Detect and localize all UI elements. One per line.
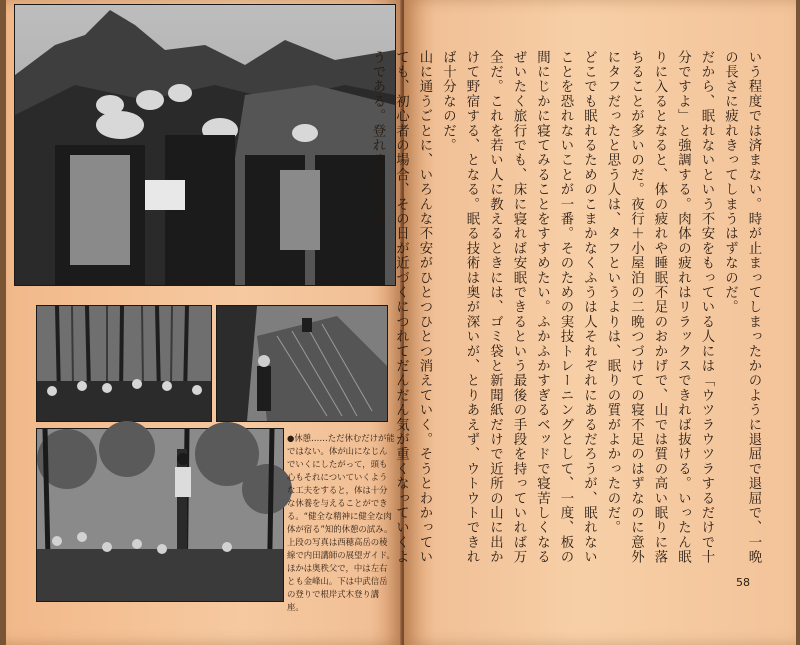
photo-forest-group — [36, 305, 212, 422]
photo-caption: ●休憩……ただ休むだけが能ではない。体が山になじんでいくにしたがって，頭も心もそれについていくような工夫をすると，体は十分な休養を与えることができる。“健全な精神に健全な肉体が宿る”知的休憩の試み。上段の写真は西穂高岳の稜線で内田講師の展望ガイド。ほかは奥秩父で，中は左右とも金峰山。下は中武信岳の登りで根岸式木登り講座。 — [287, 433, 395, 612]
paragraph: いう程度では済まない。時が止まってしまったかのように退屈で退屈で、一晩の長さに疲れきってしまうはずなのだ。 — [722, 50, 761, 565]
paragraph: だから、眠れないという不安をもっている人には「ウツラウツラするだけで十分ですよ」と強調する。肉体の疲れはリラックスできれば抜ける。いったん眠りに入るとなると、体の疲れや睡眠不足のおかげで、山では質の高い眠りに落ちることが多いのだ。夜行＋小屋泊の二晩つづけての寝不足のはずなのに意外にタフだったと思う人は、タフというよりは、眠りの質がよかったのだ。 — [605, 50, 714, 565]
photo-slope-climber — [216, 305, 388, 422]
page-number: 58 — [736, 576, 750, 589]
body-text — [370, 50, 765, 570]
paragraph: 山に通うごとに、いろんな不安がひとつひとつ消えていく。そうとわかっていても、初心者の場合、その日が近づくにつれてだんだん気が重くなっていくようである。登れるだろうかとい — [370, 50, 432, 565]
photo-ridge-hikers-image — [15, 5, 395, 285]
photo-slope-climber-image — [217, 306, 387, 421]
photo-tree-climbing — [36, 428, 284, 602]
photo-ridge-hikers — [14, 4, 396, 286]
photo-tree-climbing-image — [37, 429, 283, 601]
paragraph: どこでも眠れるためのこまかなくふうは人それぞれにあるだろうが、眠れないことを恐れないことが一番。そのための実技トレーニングとして、一度、板の間にじかに寝てみることをすすめたい。ふかふかすぎるベッドで寝苦しくなるぜいたく旅行でも、床に寝れば安眠できるという最後の手段を持っていれば万全だ。これを若い人に教えるときには、ゴミ袋と新聞紙だけで近所の山に出かけて野宿する、となる。眠る技術は奥が深いが、とりあえず、ウトウトできれば十分なのだ。 — [440, 50, 597, 565]
photo-forest-group-image — [37, 306, 211, 421]
